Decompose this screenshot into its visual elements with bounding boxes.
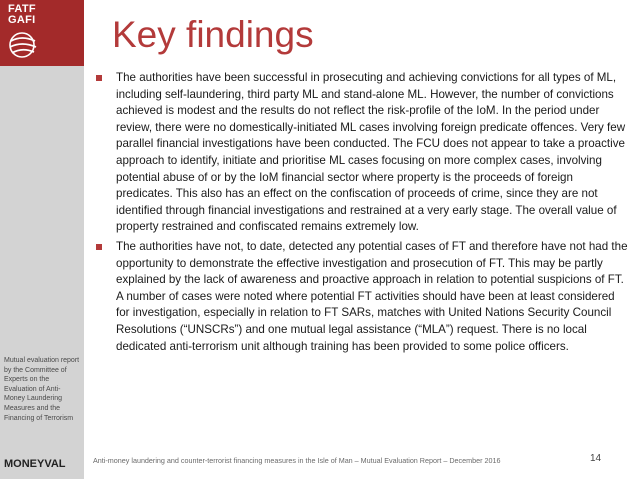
logo-text-gafi: GAFI bbox=[8, 14, 36, 26]
key-findings-list bbox=[96, 70, 630, 358]
fatf-gafi-logo bbox=[0, 0, 84, 66]
slide-title: Key findings bbox=[112, 14, 314, 55]
finding-text-ft: The authorities have not, to date, detected any potential cases of FT and therefore have not had the opportunity to demonstrate the effective investigation and prosecution of FT. This may be partly explained by the lack of awareness and proactive approach in relation to potential suspicions of FT. A number of cases were noted where potential FT activities should have been at least considered for investigation, especially in relation to FT SARs, matches with United Nations Security Council Resolutions (“UNSCRs”) and one mutual legal assistance (“MLA”) request. There is no local dedicated anti-terrorism unit although training has been provided to some police officers. bbox=[116, 239, 628, 353]
page-number: 14 bbox=[590, 453, 602, 464]
finding-bullet-ft bbox=[96, 239, 630, 355]
bullet-square-icon bbox=[96, 244, 102, 250]
logo-text-fatf: FATF bbox=[8, 3, 36, 15]
footer-text: Anti-money laundering and counter-terrorist financing measures in the Isle of Man – Mutual Evaluation Report – December 2016 bbox=[93, 456, 501, 465]
finding-bullet-ml bbox=[96, 70, 630, 236]
moneyval-brand: MONEYVAL bbox=[4, 458, 66, 470]
finding-text-ml: The authorities have been successful in prosecuting and achieving convictions for all types of ML, including self-laundering, third party ML and stand-alone ML. However, the number of convictions achieved is modest and the results do not reflect the risk-profile of the IoM. In the period under review, there were no domestically-initiated ML cases involving foreign predicate offences. Very few parallel financial investigations have been conducted. The FCU does not appear to take a proactive approach to identify, initiate and prioritise ML cases focusing on more complex cases, involving potential abuse of or by the IoM financial sector where property is the proceeds of foreign predicates. This also has an effect on the confiscation of proceeds of crime, since they are not identified through financial investigations and restrained at a very early stage. The overall value of property restrained and confiscated remains extremely low. bbox=[116, 71, 626, 234]
globe-swoosh-icon bbox=[8, 30, 40, 60]
sidebar-description: Mutual evaluation report by the Committee of Experts on the Evaluation of Anti-Money Laundering Measures and the Financing of Terrorism bbox=[4, 357, 80, 422]
bullet-square-icon bbox=[96, 75, 102, 81]
left-sidebar bbox=[0, 0, 84, 479]
